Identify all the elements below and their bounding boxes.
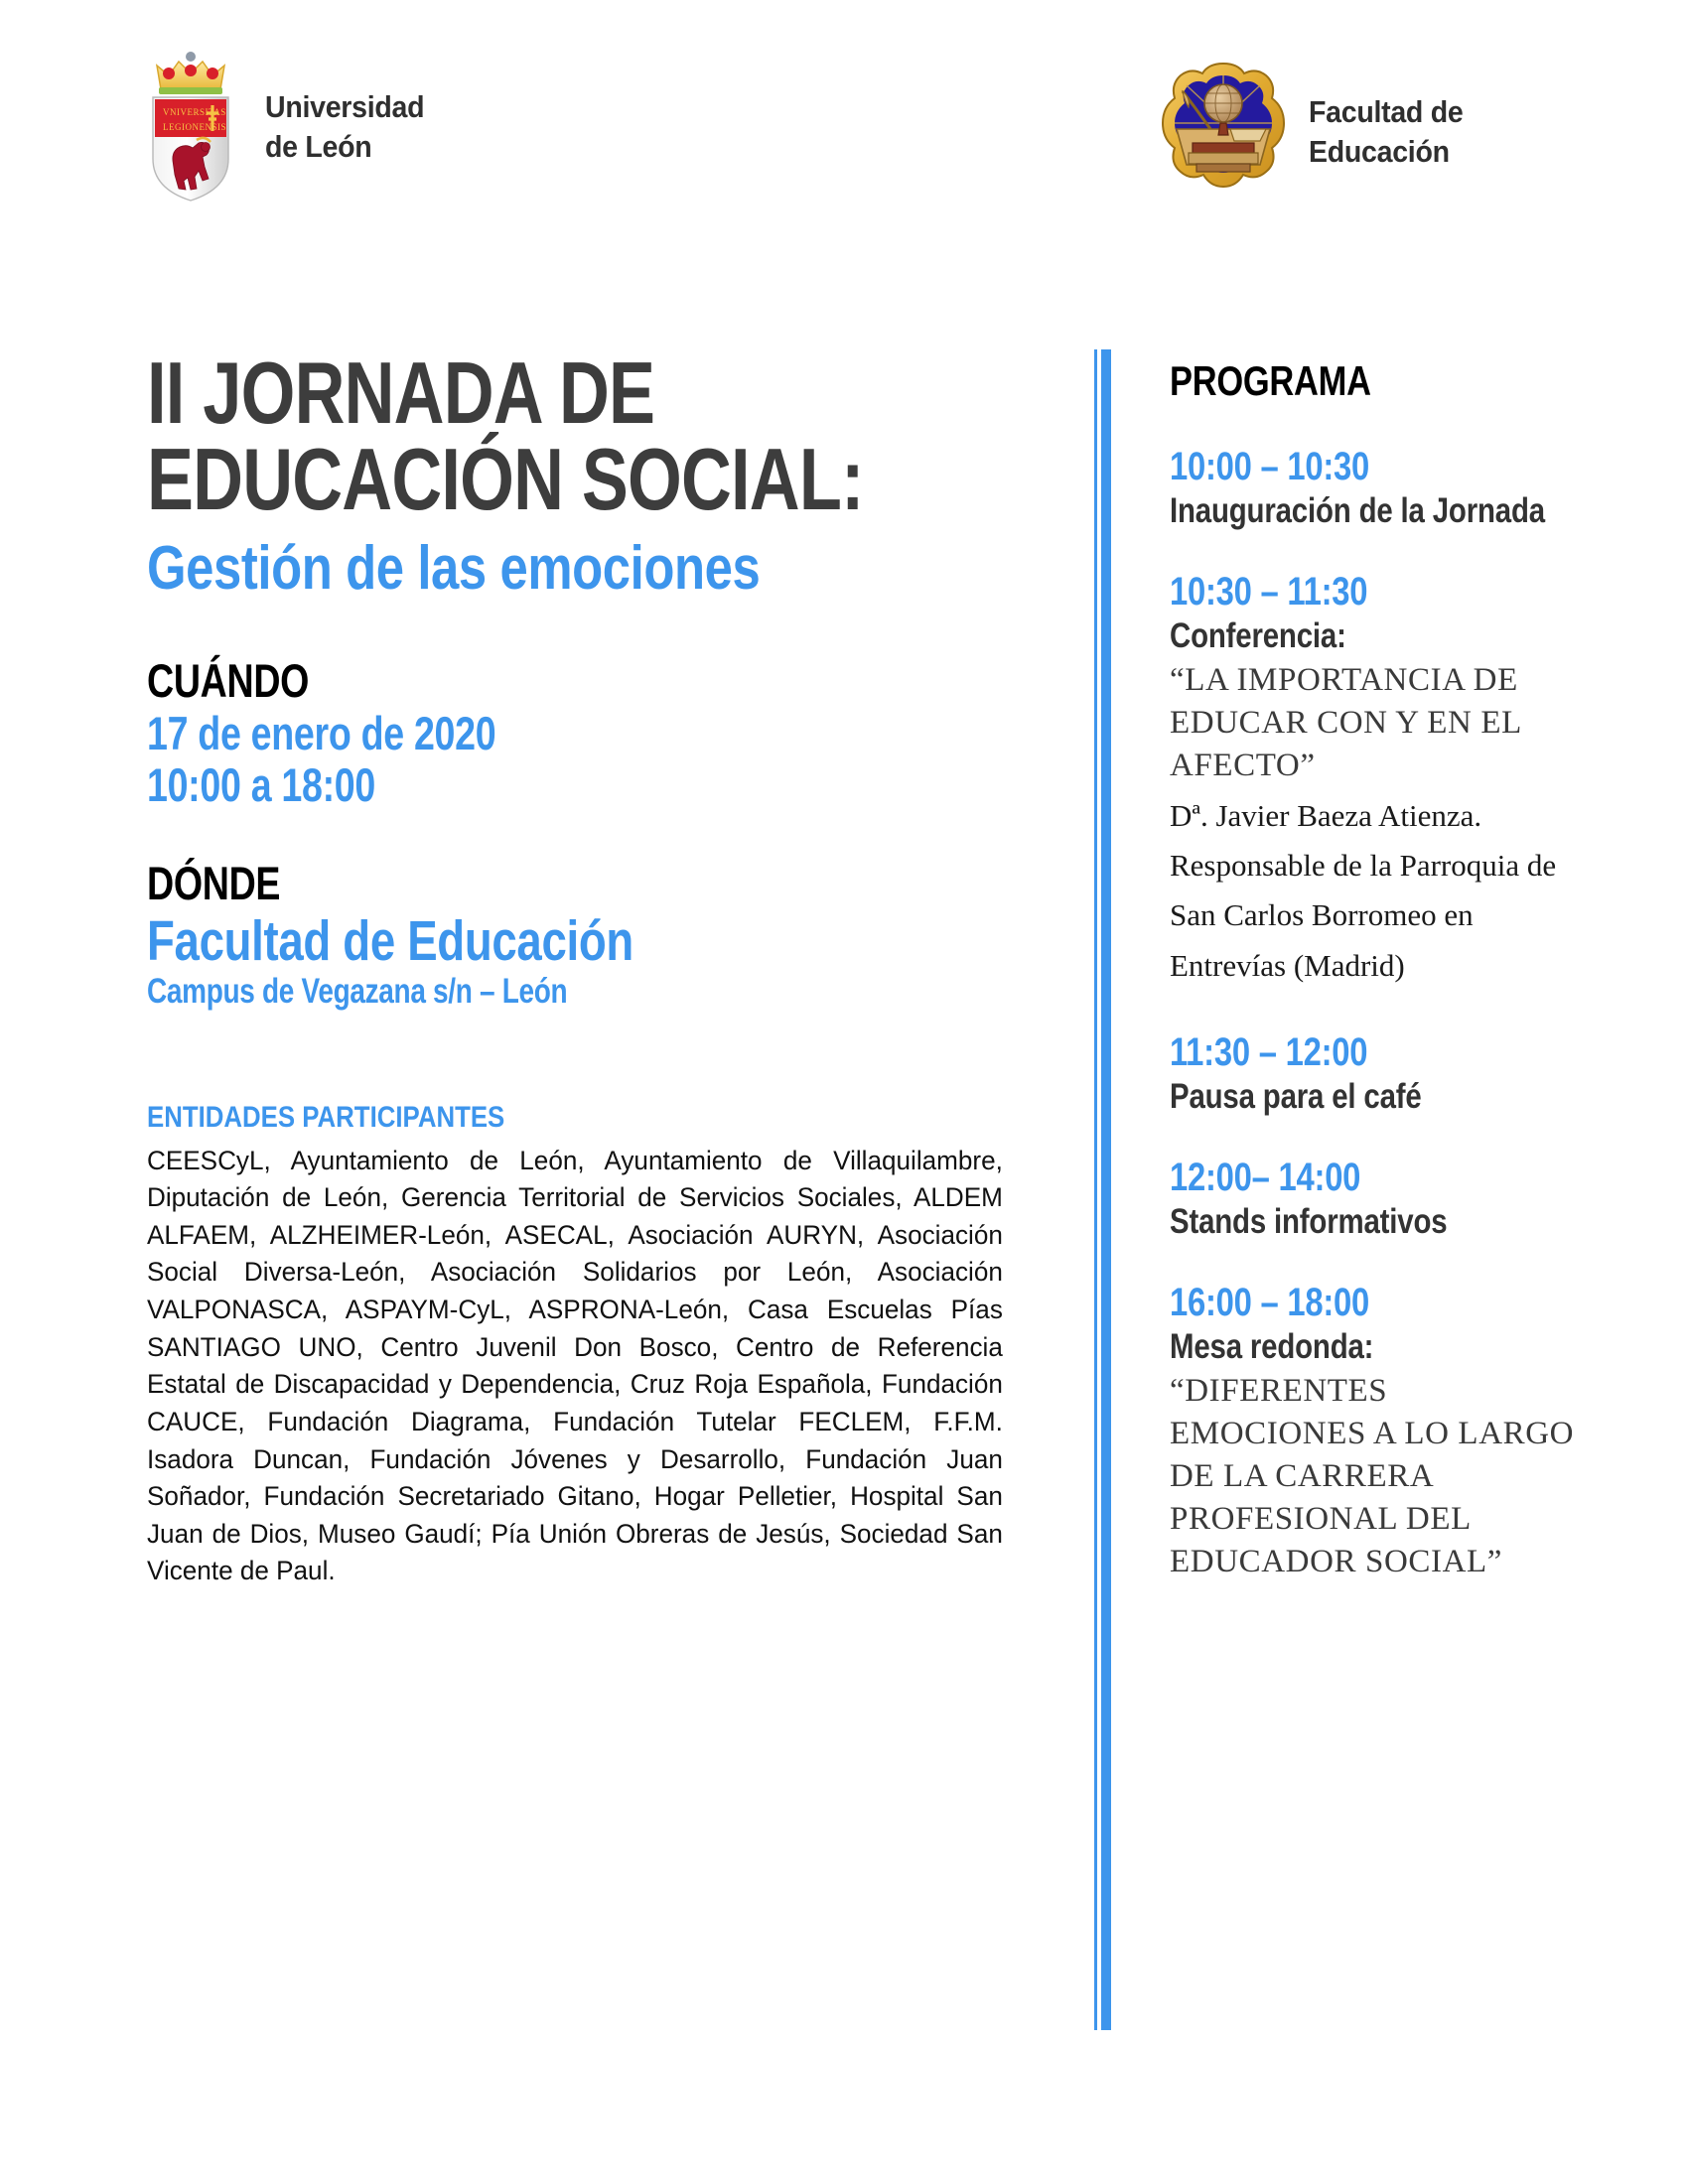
slot-time: 10:30 – 11:30 [1170,570,1368,614]
divider-thick-bar [1101,349,1111,2030]
slot-time: 12:00– 14:00 [1170,1156,1361,1200]
facultad-de-educacion-crest-icon [1157,58,1291,206]
slot-title: Stands informativos [1170,1202,1448,1242]
page-title [147,343,971,529]
programa-slot [1170,1281,1587,1583]
programa-column [1170,357,1587,1583]
when-time: 10:00 a 18:00 [147,757,375,811]
faculty-name-line2: Educación [1309,134,1450,169]
where-address: Campus de Vegazana s/n – León [147,972,568,1011]
slot-conference-title: “LA IMPORTANCIA DE EDUCAR CON Y EN EL AFECTO” [1170,662,1521,784]
slot-roundtable-title: “DIFERENTES EMOCIONES A LO LARGO DE LA CARRERA PROFESIONAL DEL EDUCADOR SOCIAL” [1170,1373,1575,1580]
svg-text:LEGIONENSIS: LEGIONENSIS [163,122,226,132]
slot-title: Mesa redonda: [1170,1327,1374,1367]
divider-thin-line [1094,349,1097,2030]
header-logos [0,40,1688,238]
entities-list: CEESCyL, Ayuntamiento de León, Ayuntamiento de Villaquilambre, Diputación de León, Gerencia Territorial de Servicios Sociales, ALDEM ALFAEM, ALZHEIMER-León, ASECAL, Asociación AURYN, Asociación Social Diversa-León, Asociación Solidarios por León, Asociación VALPONASCA, ASPAYM-CyL, ASPRONA-León, Casa Escuelas Pías SANTIAGO UNO, Centro Juvenil Don Bosco, Centro de Referencia Estatal de Discapacidad y Dependencia, Cruz Roja Española, Fundación CAUCE, Fundación Diagrama, Fundación Tutelar FECLEM, F.F.M. Isadora Duncan, Fundación Jóvenes y Desarrollo, Fundación Juan Soñador, Fundación Secretariado Gitano, Hogar Pelletier, Hospital San Juan de Dios, Museo Gaudí; Pía Unión Obreras de Jesús, Sociedad San Vicente de Paul. [147,1145,1003,1586]
where-label: DÓNDE [147,857,281,910]
university-name-line1: Universidad [265,89,425,125]
faculty-name-line1: Facultad de [1309,94,1464,130]
when-label: CUÁNDO [147,653,310,707]
slot-title: Pausa para el café [1170,1076,1422,1116]
left-column [147,343,1003,1590]
slot-time: 16:00 – 18:00 [1170,1281,1370,1325]
title-line-1: II JORNADA DE [147,343,655,442]
slot-time: 11:30 – 12:00 [1170,1029,1368,1074]
faculty-logo-block [1157,58,1477,206]
slot-speaker: Dª. Javier Baeza Atienza. Responsable de la Parroquia de San Carlos Borromeo en Entrevías (Madrid) [1170,798,1557,983]
entities-heading: ENTIDADES PARTICIPANTES [147,1100,505,1134]
slot-title: Conferencia: [1170,616,1346,656]
when-date: 17 de enero de 2020 [147,706,496,759]
slot-time: 10:00 – 10:30 [1170,445,1370,488]
where-block [147,856,971,1011]
programa-heading: PROGRAMA [1170,357,1371,404]
where-venue: Facultad de Educación [147,909,633,974]
programa-slot [1170,445,1587,530]
faculty-logo-text [1309,92,1463,171]
universidad-de-leon-shield-icon [139,48,243,206]
programa-slot [1170,570,1587,991]
university-name-line2: de León [265,129,372,164]
programa-slot [1170,1156,1587,1241]
svg-text:VNIVERSITAS: VNIVERSITAS [163,107,226,117]
page-subtitle: Gestión de las emociones [147,534,761,604]
university-logo-block [139,48,438,206]
title-line-2: EDUCACIÓN SOCIAL: [147,430,864,529]
when-block [147,653,971,810]
slot-title: Inauguración de la Jornada [1170,491,1545,530]
university-logo-text [265,87,424,166]
programa-slot [1170,1030,1587,1116]
